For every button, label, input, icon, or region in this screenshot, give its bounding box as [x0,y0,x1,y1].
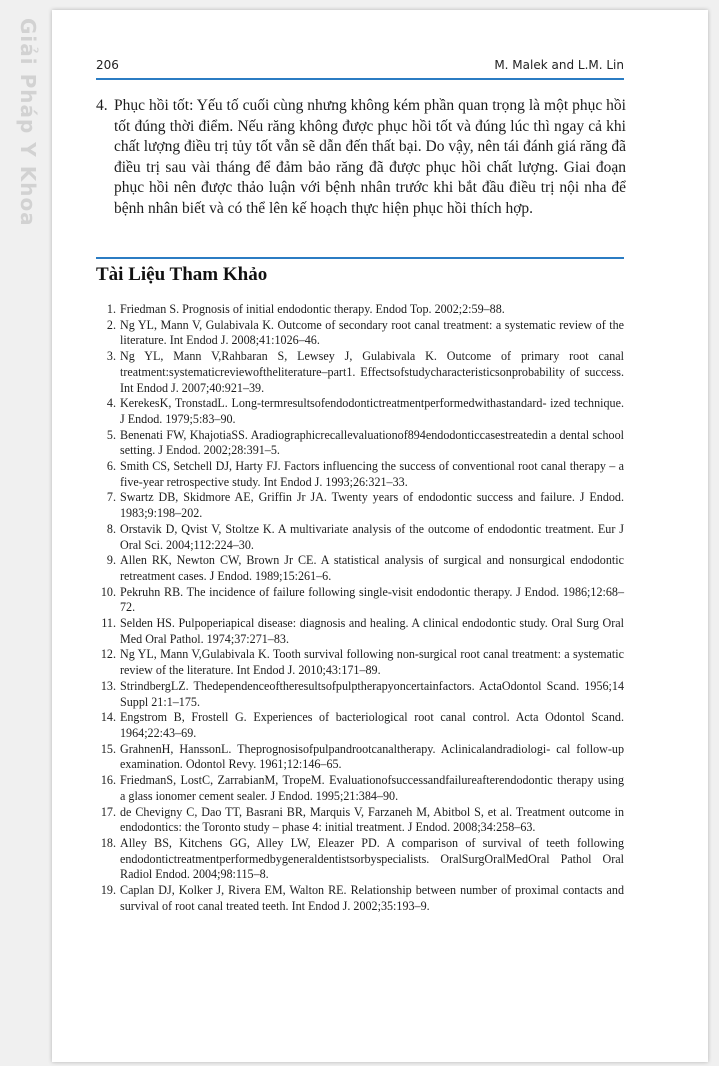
page-number: 206 [96,58,119,72]
reference-text: Engstrom B, Frostell G. Experiences of bacteriological root canal control. Acta Odontol Scand. 1964;22:43–69. [120,710,624,740]
reference-text: Selden HS. Pulpoperiapical disease: diagnosis and healing. A clinical endodontic study. Oral Surg Oral Med Oral Pathol. 1974;37:271–83. [120,616,624,646]
reference-number: 12. [100,647,116,662]
reference-text: Ng YL, Mann V,Gulabivala K. Tooth survival following non-surgical root canal treatment: a systematic review of the literature. Int Endod J. 2010;43:171–89. [120,647,624,678]
reference-item [96,459,624,490]
reference-item [96,710,624,741]
reference-number: 5. [106,427,116,442]
reference-number: 17. [100,804,116,819]
watermark: Giải Pháp Y Khoa [16,18,40,227]
reference-item [96,428,624,459]
reference-number: 8. [106,521,116,536]
reference-list [96,302,624,914]
running-header-authors: M. Malek and L.M. Lin [494,58,624,72]
reference-item [96,553,624,584]
reference-number: 11. [101,616,116,631]
reference-text: GrahnenH, HanssonL. Theprognosisofpulpandrootcanaltherapy. Aclinicalandradiologi- cal follow-up examination. Odontol Revy. 1961;12:146–65. [120,741,624,772]
section-rule [96,257,624,259]
reference-item [96,773,624,804]
reference-number: 2. [106,317,116,332]
reference-number: 18. [100,835,116,850]
reference-number: 19. [100,883,116,898]
reference-item [96,522,624,553]
reference-text: StrindbergLZ. Thedependenceoftheresultsofpulptherapyoncertainfactors. ActaOdontol Scand. 1956;14 Suppl 21:1–175. [120,678,624,709]
list-item-number: 4. [96,97,108,114]
reference-item [96,883,624,914]
reference-item [96,742,624,773]
reference-text: Benenati FW, KhajotiaSS. Aradiographicrecallevaluationof894endodonticcasestreatedin a dental school setting. J Endod. 2002;28:391–5. [120,427,624,458]
list-item-text: Phục hồi tốt: Yếu tố cuối cùng nhưng không kém phần quan trọng là một phục hồi tốt đúng thời điểm. Nếu răng không được phục hồi tốt và đúng lúc thì ngay cả khi chất lượng điều trị tủy tốt vẫn sẽ dẫn đến thất bại. Do vậy, nên tái đánh giá răng đã điều trị sau vài tháng để đảm bảo răng đã được phục hồi chất lượng. Giai đoạn phục hồi nên được thảo luận với bệnh nhân trước khi bắt đầu điều trị nội nha để bệnh nhân biết và có thể lên kế hoạch thực hiện phục hồi thích hợp. [114,97,626,217]
reference-text: Alley BS, Kitchens GG, Alley LW, Eleazer PD. A comparison of survival of teeth following endodontictreatmentperformedbygeneraldentistsorbyspecialists. OralSurgOralMedOral Pathol Oral Radiol Endod. 2004;98:115–8. [120,835,624,882]
reference-item [96,318,624,349]
list-item-restoration [96,96,626,220]
reference-text: Pekruhn RB. The incidence of failure following single-visit endodontic therapy. J Endod. 1986;12:68–72. [120,584,624,615]
reference-item [96,647,624,678]
reference-text: Smith CS, Setchell DJ, Harty FJ. Factors influencing the success of conventional root canal therapy – a five-year retrospective study. Int Endod J. 1993;26:321–33. [120,459,624,489]
reference-item [96,585,624,616]
reference-item [96,805,624,836]
reference-number: 9. [106,553,116,568]
reference-text: Ng YL, Mann V,Rahbaran S, Lewsey J, Gulabivala K. Outcome of primary root canal treatment:systematicreviewoftheliterature–part1. Effectsofstudycharacteristicsonprobability of success. Int Endod J. 2007;40:921–39. [120,349,624,395]
reference-text: Caplan DJ, Kolker J, Rivera EM, Walton RE. Relationship between number of proximal contacts and survival of root canal treated teeth. Int Endod J. 2002;35:193–9. [120,883,624,913]
reference-text: KerekesK, TronstadL. Long-termresultsofendodontictreatmentperformedwithastandard- ized technique. J Endod. 1979;5:83–90. [120,396,624,426]
side-margin [0,0,52,1066]
reference-text: Allen RK, Newton CW, Brown Jr CE. A statistical analysis of surgical and nonsurgical endodontic retreatment cases. J Endod. 1989;15:261–6. [120,553,624,583]
reference-number: 7. [106,490,116,505]
section-title: Tài Liệu Tham Khảo [96,264,268,285]
reference-item [96,349,624,396]
header-rule [96,78,624,80]
reference-number: 1. [106,302,116,316]
reference-text: de Chevigny C, Dao TT, Basrani BR, Marquis V, Farzaneh M, Abitbol S, et al. Treatment outcome in endodontics: the Toronto study – phase 4: initial treatment. J Endod. 2008;34:258–63. [120,804,624,835]
reference-number: 15. [100,741,116,756]
reference-number: 13. [100,678,116,693]
reference-number: 4. [106,396,116,411]
reference-text: Friedman S. Prognosis of initial endodontic therapy. Endod Top. 2002;2:59–88. [120,302,505,316]
reference-text: FriedmanS, LostC, ZarrabianM, TropeM. Evaluationofsuccessandfailureafterendodontic therapy using a glass ionomer cement sealer. J Endod. 1995;21:384–90. [120,773,624,803]
reference-item [96,616,624,647]
reference-item [96,396,624,427]
reference-text: Swartz DB, Skidmore AE, Griffin Jr JA. Twenty years of endodontic success and failure. J Endod. 1983;9:198–202. [120,490,624,521]
reference-number: 6. [106,459,116,474]
reference-number: 3. [106,349,116,364]
document-page [52,10,708,1062]
reference-item [96,490,624,521]
reference-item [96,679,624,710]
reference-number: 10. [100,584,116,599]
reference-text: Orstavik D, Qvist V, Stoltze K. A multivariate analysis of the outcome of endodontic treatment. Eur J Oral Sci. 2004;112:224–30. [120,521,624,552]
reference-number: 16. [100,773,116,788]
reference-item [96,836,624,883]
reference-item [96,302,624,318]
reference-number: 14. [100,710,116,725]
reference-text: Ng YL, Mann V, Gulabivala K. Outcome of secondary root canal treatment: a systematic review of the literature. Int Endod J. 2008;41:1026–46. [120,317,624,348]
